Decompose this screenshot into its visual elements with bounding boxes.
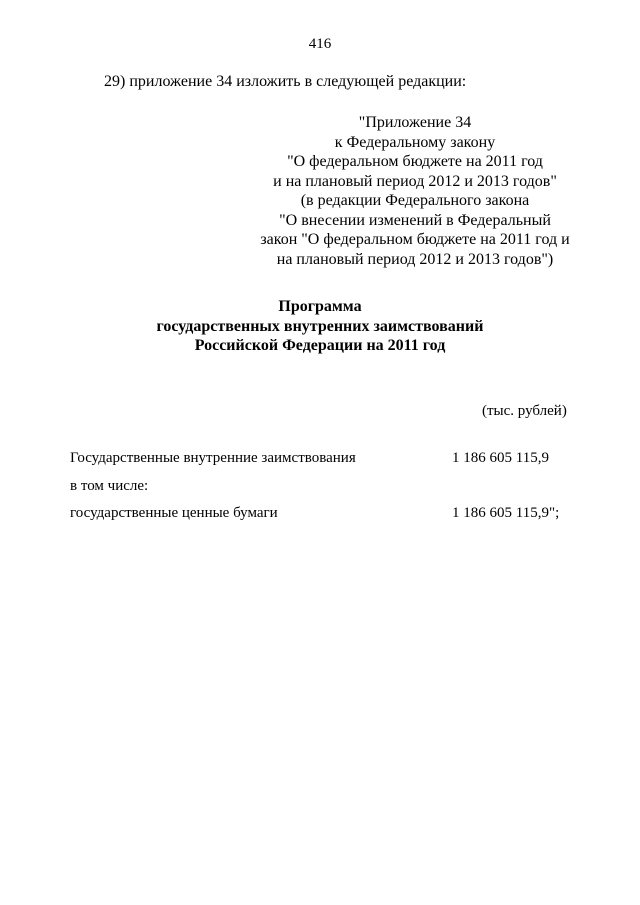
page-number: 416 [308, 36, 332, 52]
appendix-header-line: "О внесении изменений в Федеральный [279, 211, 551, 229]
row-value: 1 186 605 115,9 [452, 450, 549, 466]
row-value: 1 186 605 115,9"; [452, 505, 560, 521]
program-title-line: государственных внутренних заимствований [156, 317, 484, 335]
amendment-instruction: 29) приложение 34 изложить в следующей редакции: [104, 73, 467, 90]
program-title-line: Программа [278, 298, 362, 315]
row-label: в том числе: [70, 478, 149, 494]
appendix-header-line: к Федеральному закону [334, 133, 496, 151]
appendix-header-line: закон "О федеральном бюджете на 2011 год и [260, 231, 570, 248]
program-title-line: Российской Федерации на 2011 год [194, 337, 446, 354]
appendix-header-line: на плановый период 2012 и 2013 годов") [276, 250, 554, 268]
units-note: (тыс. рублей) [482, 403, 567, 419]
appendix-header-line: (в редакции Федерального закона [300, 192, 530, 209]
appendix-header-line: и на плановый период 2012 и 2013 годов" [273, 172, 557, 190]
row-label: государственные ценные бумаги [70, 505, 278, 521]
program-title [0, 297, 640, 356]
appendix-header [240, 113, 590, 269]
row-label: Государственные внутренние заимствования [70, 450, 356, 466]
appendix-header-line: "Приложение 34 [358, 114, 472, 131]
appendix-header-line: "О федеральном бюджете на 2011 год [287, 153, 543, 170]
